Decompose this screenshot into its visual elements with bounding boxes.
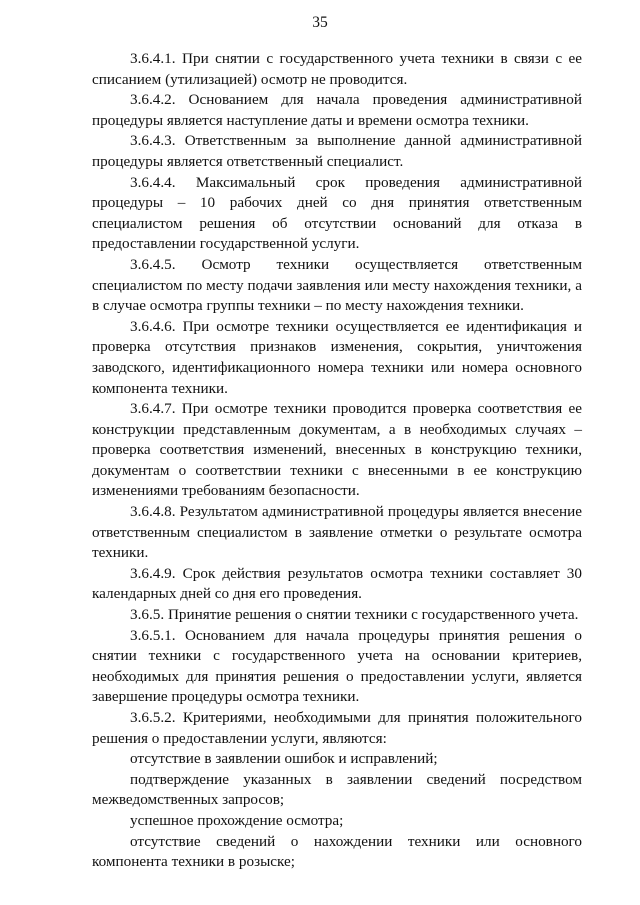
page-number: 35 xyxy=(312,14,328,31)
paragraph-3-6-4-5: 3.6.4.5. Осмотр техники осуществляется ответственным специалистом по месту подачи заявления или месту нахождения техники, а в случае осмотра группы техники – по месту нахождения техники. xyxy=(92,255,582,315)
paragraph-3-6-4-8: 3.6.4.8. Результатом административной процедуры является внесение ответственным специалистом в заявление отметки о результате осмотра техники. xyxy=(92,503,582,562)
paragraph-3-6-5-2: 3.6.5.2. Критериями, необходимыми для принятия положительного решения о предоставлении услуги, являются: xyxy=(92,709,582,747)
paragraph-3-6-5-1: 3.6.5.1. Основанием для начала процедуры принятия решения о снятии техники с государственного учета на основании критериев, необходимых для принятия решения о предоставлении услуги, является завершение процедуры осмотра техники. xyxy=(92,626,582,706)
criteria-item: успешное прохождение осмотра; xyxy=(130,811,344,829)
section-heading-3-6-5: 3.6.5. Принятие решения о снятии техники с государственного учета. xyxy=(130,606,579,624)
paragraph-3-6-4-3: 3.6.4.3. Ответственным за выполнение данной административной процедуры является ответственный специалист. xyxy=(92,132,582,170)
paragraph-3-6-4-9: 3.6.4.9. Срок действия результатов осмотра техники составляет 30 календарных дней со дня его проведения. xyxy=(92,564,582,603)
criteria-item: подтверждение указанных в заявлении сведений посредством межведомственных запросов; xyxy=(92,770,582,809)
paragraph-3-6-4-6: 3.6.4.6. При осмотре техники осуществляется ее идентификация и проверка отсутствия признаков изменения, сокрытия, уничтожения заводского, идентификационного номера техники или номера основного компонента техники. xyxy=(92,317,582,397)
paragraph-3-6-4-2: 3.6.4.2. Основанием для начала проведения административной процедуры является наступление даты и времени осмотра техники. xyxy=(92,91,582,129)
paragraph-3-6-4-1: 3.6.4.1. При снятии с государственного учета техники в связи с ее списанием (утилизацией) осмотр не проводится. xyxy=(92,50,582,88)
criteria-item: отсутствие сведений о нахождении техники или основного компонента техники в розыске; xyxy=(92,832,582,871)
paragraph-3-6-4-7: 3.6.4.7. При осмотре техники проводится проверка соответствия ее конструкции представленным документам, а в необходимых случаях – проверка соответствия изменений, внесенных в конструкцию техники, документам о соответствии техники с внесенными в ее конструкцию изменениями требованиям безопасности. xyxy=(92,400,582,500)
paragraph-3-6-4-4: 3.6.4.4. Максимальный срок проведения административной процедуры – 10 рабочих дней со дня принятия ответственным специалистом решения об отсутствии оснований для отказа в предоставлении государственной услуги. xyxy=(92,173,582,253)
document-body xyxy=(92,49,582,873)
criteria-item: отсутствие в заявлении ошибок и исправлений; xyxy=(130,750,438,768)
